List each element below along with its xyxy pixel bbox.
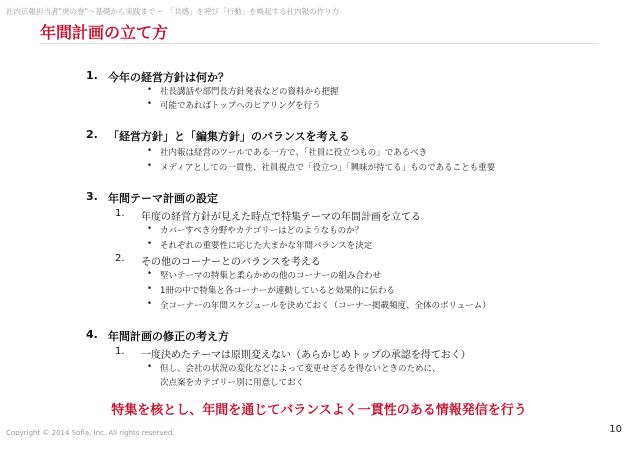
section-text: 今年の経営方針は何か？	[108, 71, 229, 84]
bullet-text: それぞれの重要性に応じた大まかな年間バランスを決定	[160, 241, 373, 251]
header-breadcrumb: 社内広報担当者"虎の巻"～基礎から実践まで～ 「共感」を呼び「行動」を喚起する社内報の作り方	[6, 7, 340, 16]
closing-statement: 特集を核とし、年間を通じてバランスよく一貫性のある情報発信を行う	[111, 403, 527, 418]
sub-text: 一度決めたテーマは原則変えない（あらかじめトップの承認を得ておく）	[141, 350, 471, 361]
bullet-icon: •	[147, 284, 153, 294]
section-text: 年間テーマ計画の設定	[108, 192, 218, 205]
section-text: 「経営方針」と「編集方針」のバランスを考える	[108, 130, 350, 143]
bullet-icon: •	[147, 269, 153, 279]
bullet-text: カバーすべき分野やカテゴリーはどのようなものか？	[160, 226, 364, 236]
sub-number: 1.	[115, 346, 125, 357]
bullet-icon: •	[147, 224, 153, 234]
bullet-text: 可能であればトップへのヒアリングを行う	[160, 101, 321, 111]
bullet-icon: •	[147, 161, 153, 171]
sub-text: その他のコーナーとのバランスを考える	[141, 257, 321, 268]
bullet-text: メディアとしての一貫性、社員視点で「役立つ」「興味が持てる」ものであることも重要	[160, 163, 496, 173]
bullet-text: 社長講話や部門長方針発表などの資料から把握	[160, 87, 339, 97]
bullet-icon: •	[147, 99, 153, 109]
sub-text: 年度の経営方針が見えた時点で特集テーマの年間計画を立てる	[141, 212, 421, 223]
bullet-text: 次点案をカテゴリー別に用意しておく	[160, 378, 305, 388]
bullet-text: 全コーナーの年間スケジュールを決めておく（コーナー掲載頻度、全体のボリューム）	[160, 301, 491, 311]
page-title: 年間計画の立て方	[40, 23, 169, 42]
section-number: 3.	[86, 190, 98, 203]
bullet-icon: •	[147, 146, 153, 156]
bullet-icon: •	[147, 85, 153, 95]
bullet-text: 但し、会社の状況の変化などによって変更せざるを得ないときのために、	[160, 364, 441, 374]
bullet-text: 堅いテーマの特集と柔らかめの他のコーナーの組み合わせ	[160, 271, 382, 281]
bullet-text: 1冊の中で特集と各コーナーが連動していると効果的に伝わる	[160, 286, 395, 296]
page-number: 10	[609, 424, 622, 435]
bullet-icon: •	[147, 362, 153, 372]
sub-number: 2.	[115, 253, 125, 264]
section-number: 2.	[86, 128, 98, 141]
sub-number: 1.	[115, 208, 125, 219]
section-text: 年間計画の修正の考え方	[108, 330, 229, 343]
bullet-text: 社内報は経営のツールである一方で、「社員に役立つもの」であるべき	[160, 148, 428, 158]
bullet-icon: •	[147, 239, 153, 249]
section-number: 1.	[86, 69, 98, 82]
footer-copyright: Copyright © 2014 Sofia, Inc. All rights reserved.	[6, 429, 175, 437]
section-number: 4.	[86, 328, 98, 341]
bullet-icon: •	[147, 299, 153, 309]
title-divider	[40, 43, 598, 44]
